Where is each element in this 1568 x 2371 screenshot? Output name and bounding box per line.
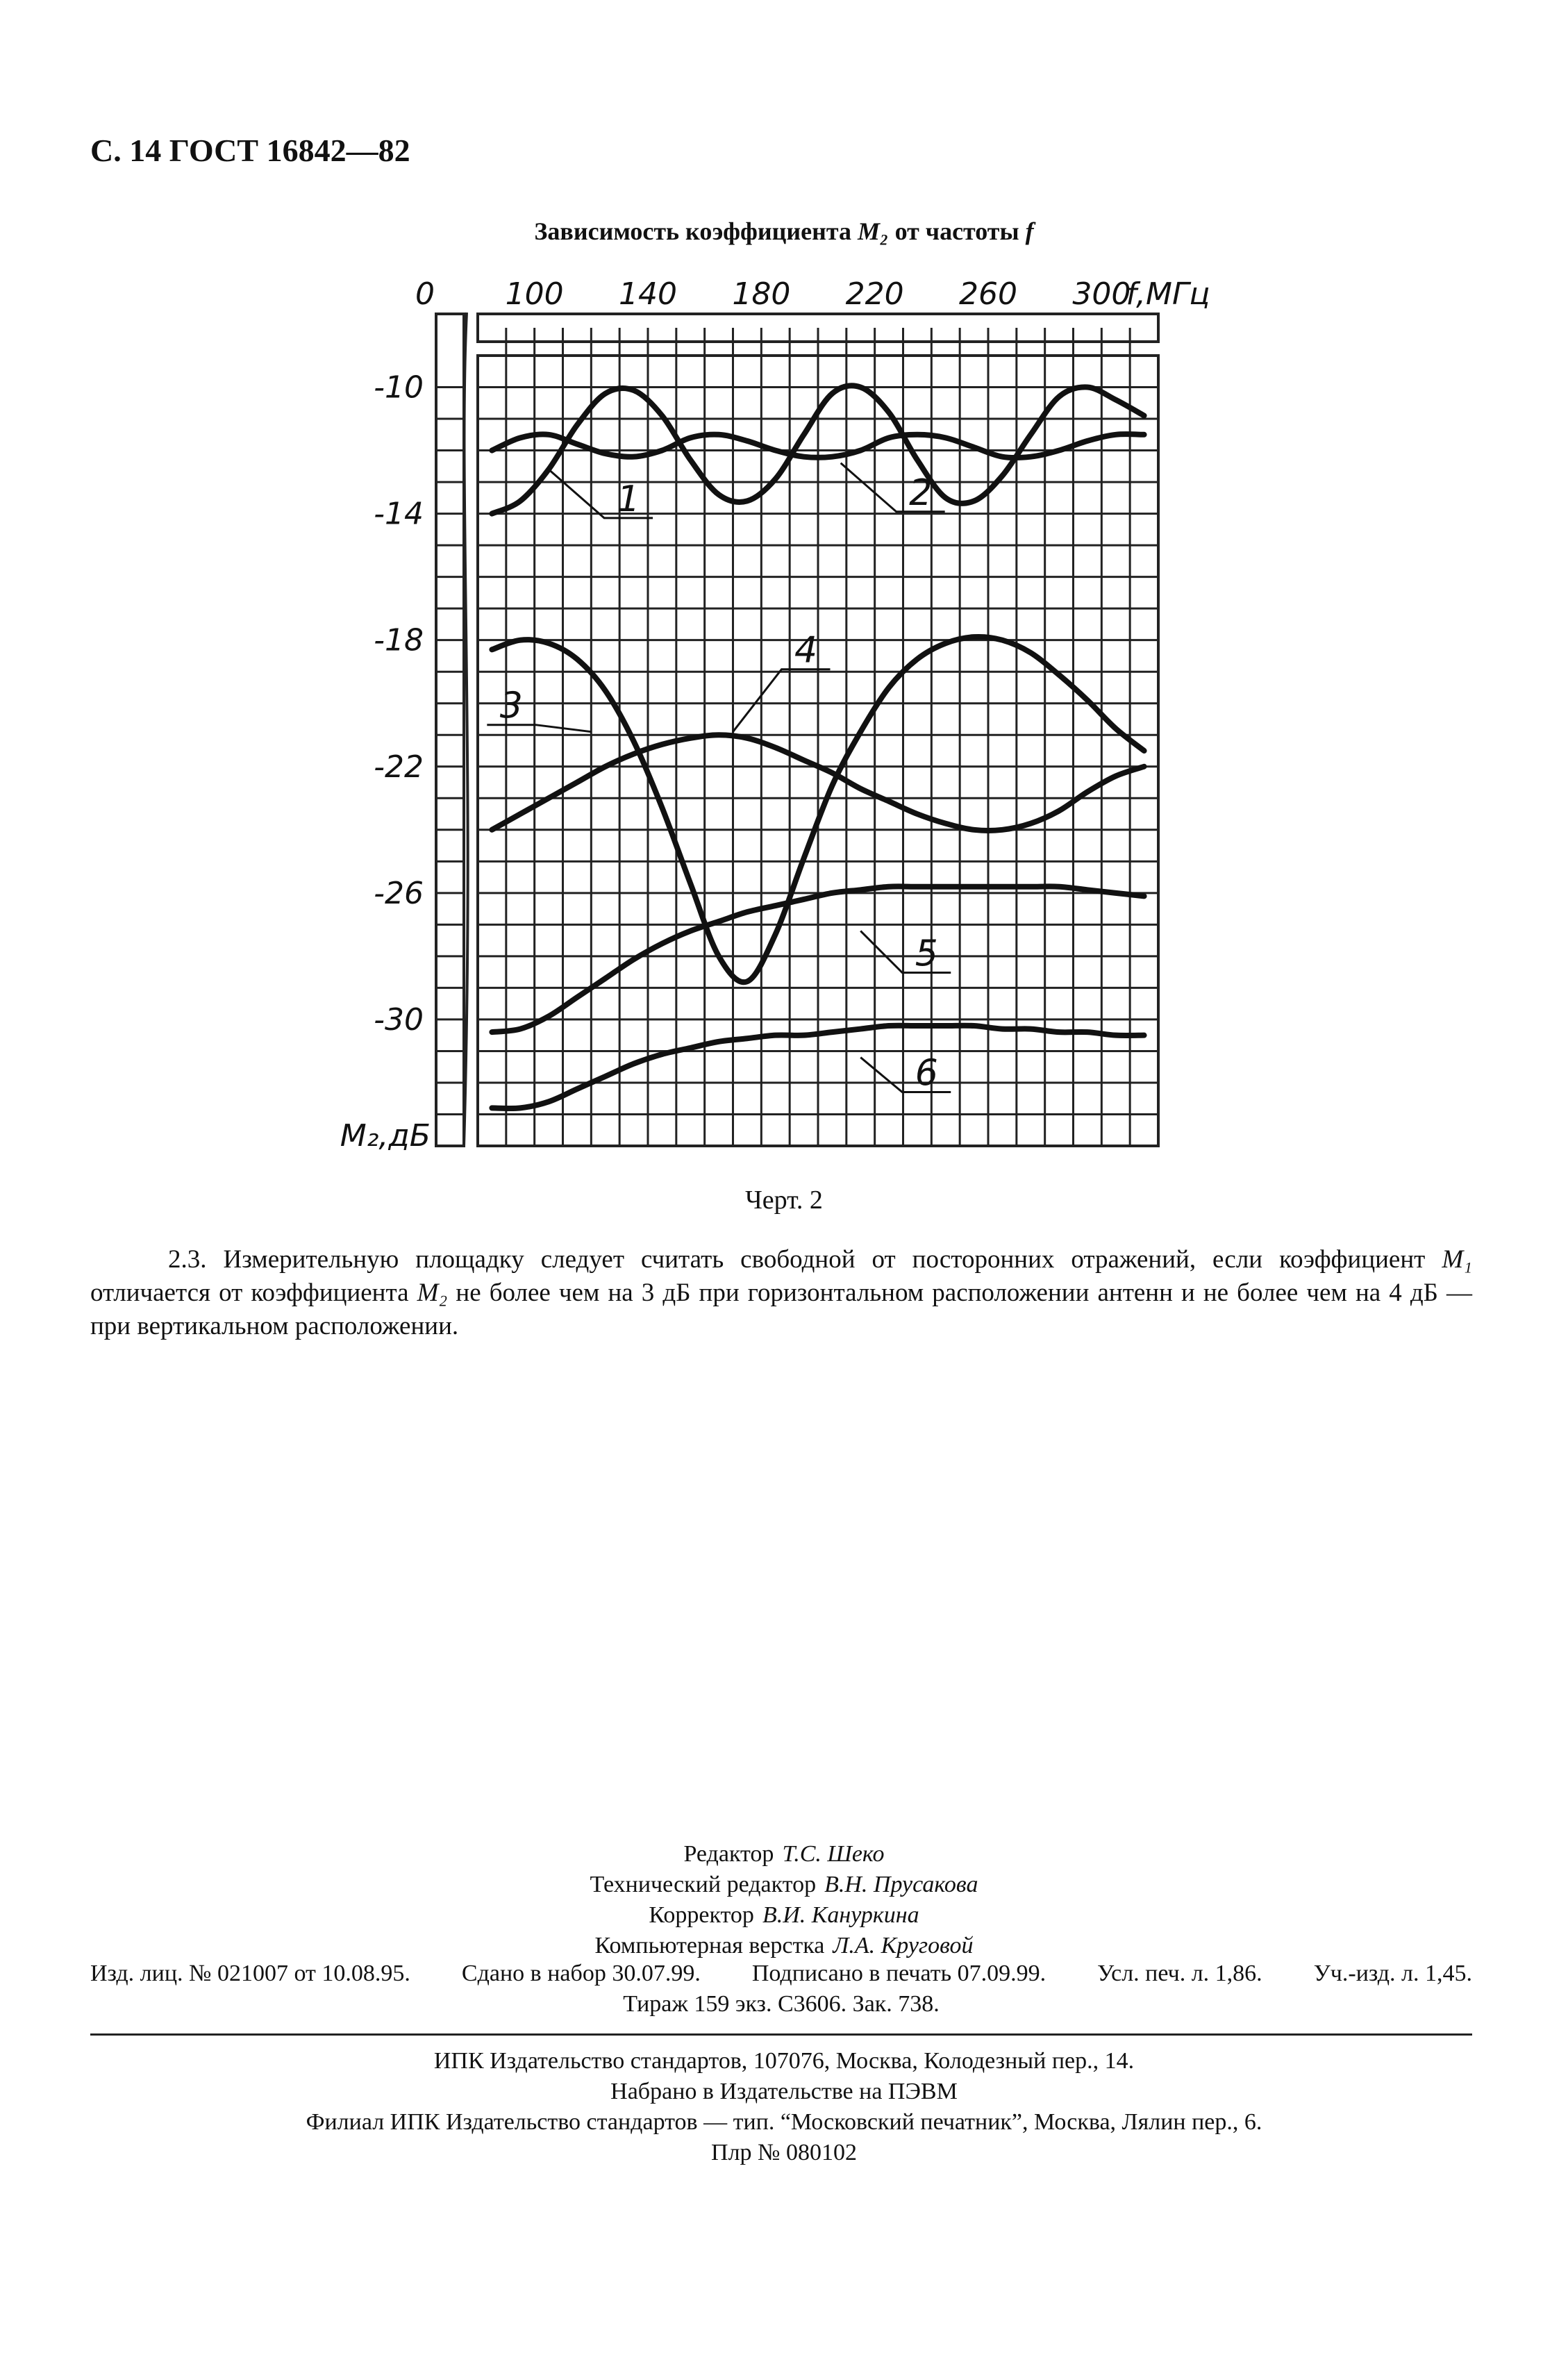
x-tick-label: 180: [732, 276, 791, 312]
y-tick-label: -18: [374, 622, 424, 658]
y-tick-label: -30: [374, 1001, 424, 1038]
imprint-line-2: Тираж 159 экз. С3606. Зак. 738.: [623, 1991, 940, 2017]
credit-editor: [0, 1839, 1568, 1870]
imprint-item: Подписано в печать 07.09.99.: [751, 1961, 1046, 1986]
publisher-line: Плр № 080102: [711, 2140, 857, 2165]
credit-role: Технический редактор: [590, 1872, 817, 1897]
y-tick-label: -26: [374, 875, 424, 911]
publisher-line: Набрано в Издательстве на ПЭВМ: [610, 2079, 958, 2104]
credit-name: В.И. Кануркина: [762, 1902, 919, 1928]
imprint-item: Изд. лиц. № 021007 от 10.08.95.: [90, 1961, 410, 1986]
para-text-1: 2.3. Измерительную площадку следует считать свободной от посторонних отражений, если коэффициент: [168, 1245, 1426, 1274]
para-text-2: отличается от коэффициента: [90, 1279, 409, 1307]
imprint: [90, 1958, 1472, 2020]
credit-corrector: [0, 1900, 1568, 1931]
y-tick-labels: [340, 370, 431, 1154]
publisher-line: ИПК Издательство стандартов, 107076, Москва, Колодезный пер., 14.: [433, 2048, 1135, 2074]
para-symbol-m2: M₂: [417, 1279, 448, 1307]
chart-title-symbol: M₂: [858, 217, 889, 245]
divider-rule: [90, 2033, 1472, 2036]
label-leader: [733, 669, 831, 732]
paragraph-2-3: [90, 1243, 1472, 1343]
credits: [0, 1839, 1568, 1961]
y-axis-label: M₂,дБ: [340, 1118, 431, 1154]
credit-name: Л.А. Круговой: [833, 1933, 974, 1958]
publisher-info: [0, 2046, 1568, 2168]
credit-name: В.Н. Прусакова: [824, 1872, 978, 1897]
credit-role: Компьютерная верстка: [594, 1933, 825, 1958]
series-labels: [487, 463, 951, 1095]
credit-tech-editor: [0, 1870, 1568, 1900]
x-tick-label: 100: [505, 276, 564, 312]
y-tick-label: -10: [374, 369, 424, 406]
y-tick-label: -14: [374, 496, 424, 532]
y-tick-label: -22: [374, 749, 424, 785]
chart-title-prefix: Зависимость коэффициента: [534, 217, 851, 245]
series-label-5: 5: [915, 933, 938, 975]
series-label-2: 2: [909, 472, 933, 514]
left-scale-strip: [436, 314, 464, 1146]
credit-role: Редактор: [683, 1841, 774, 1867]
para-symbol-m1: M₁: [1442, 1245, 1473, 1274]
chart-title-middle: от частоты: [894, 217, 1019, 245]
credit-name: Т.С. Шеко: [782, 1841, 885, 1867]
credit-role: Корректор: [649, 1902, 754, 1928]
x-tick-label: 260: [959, 276, 1017, 312]
x-tick-label: 220: [845, 276, 904, 312]
x-tick-label: 300: [1072, 276, 1131, 312]
figure-caption: Черт. 2: [745, 1186, 823, 1215]
series-label-4: 4: [794, 629, 818, 672]
x-tick-label: 0: [415, 276, 435, 312]
para-text-3: не более чем на 3 дБ при горизонтальном расположении антенн и не более чем на 4 дБ — при вертикальном расположении.: [90, 1279, 1473, 1340]
publisher-line: Филиал ИПК Издательство стандартов — тип. “Московский печатник”, Москва, Лялин пер., 6.: [306, 2109, 1262, 2135]
credit-layout: [0, 1931, 1568, 1961]
imprint-item: Уч.-изд. л. 1,45.: [1313, 1961, 1472, 1986]
series-label-6: 6: [915, 1052, 938, 1095]
series-label-1: 1: [617, 478, 640, 520]
imprint-item: Сдано в набор 30.07.99.: [461, 1961, 701, 1986]
x-tick-label: 140: [619, 276, 677, 312]
x-tick-labels: [415, 276, 1210, 312]
imprint-line-1: [90, 1958, 1472, 1989]
series-label-3: 3: [499, 685, 523, 727]
imprint-item: Усл. печ. л. 1,86.: [1097, 1961, 1262, 1986]
x-axis-label: f,МГц: [1126, 276, 1210, 312]
page-header: С. 14 ГОСТ 16842—82: [90, 133, 410, 168]
chart-title-var: f: [1025, 217, 1034, 245]
